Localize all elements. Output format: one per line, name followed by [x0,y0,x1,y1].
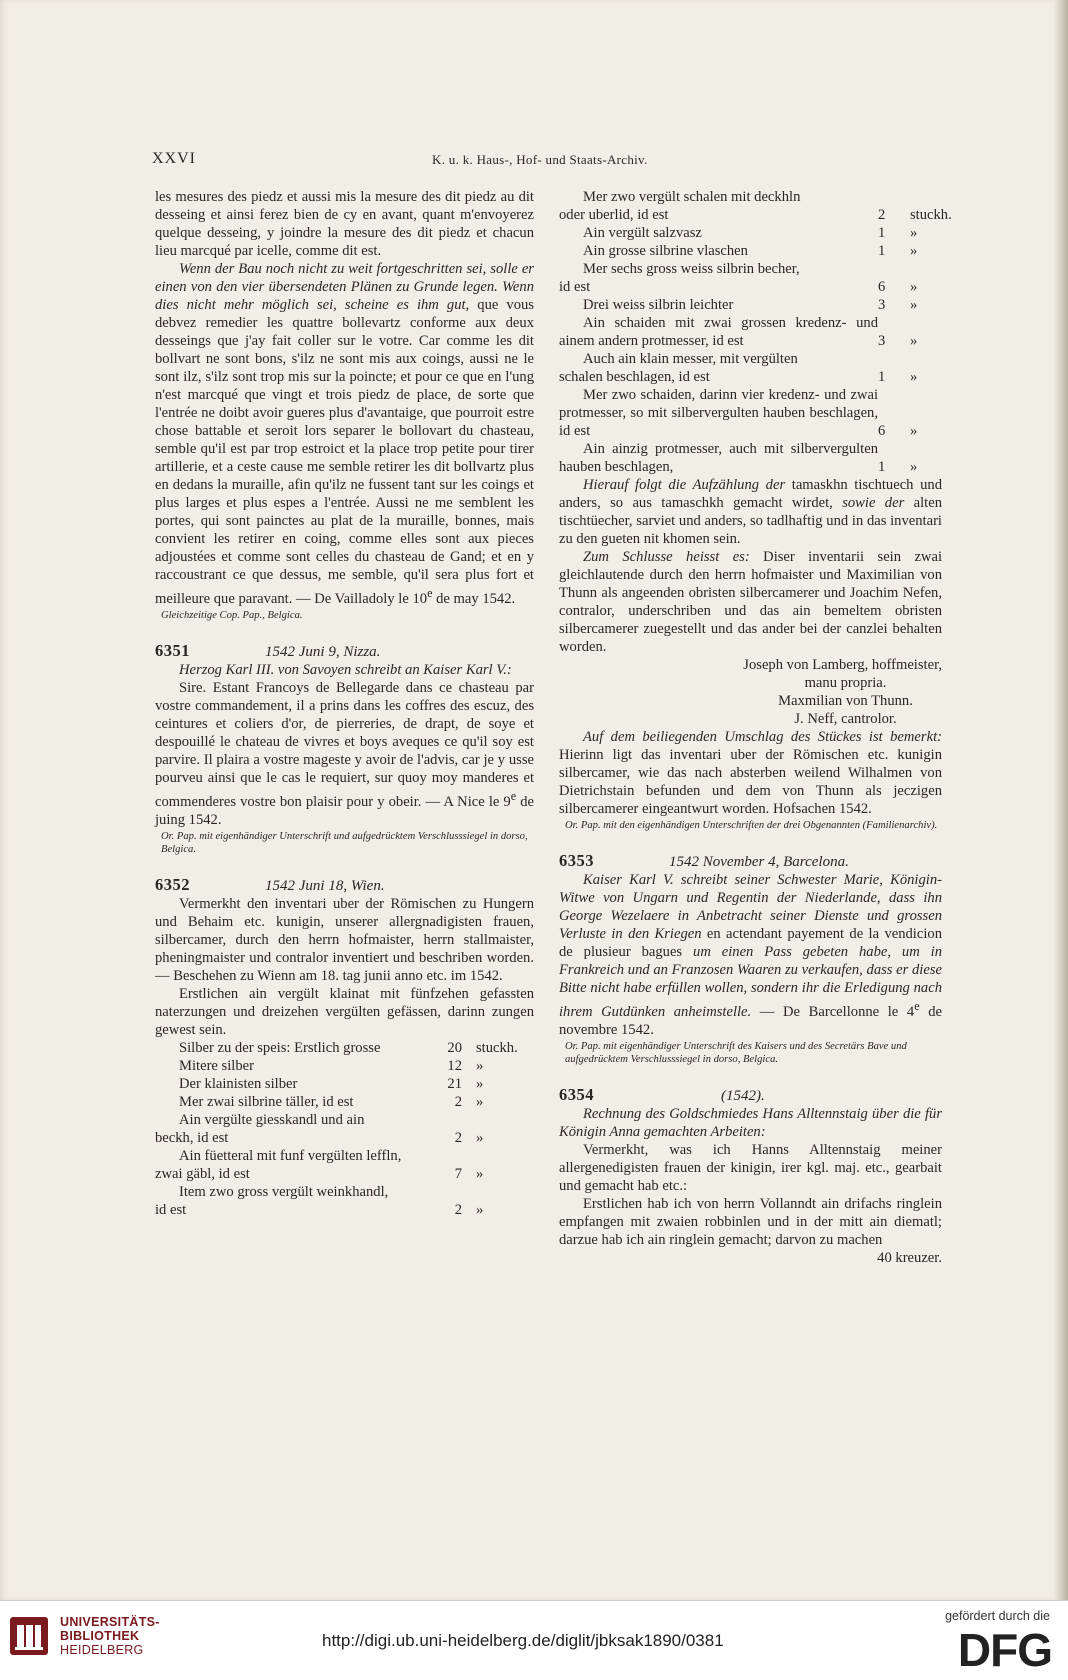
item-text: Ain schaiden mit zwai grossen kredenz- und ainem andern protmesser, id est [559,315,878,349]
entry-number: 6353 [559,851,594,870]
source-note: Or. Pap. mit den eigenhändigen Unterschriften der drei Obgenannten (Familienarchiv). [565,820,938,831]
library-line: UNIVERSITÄTS- [60,1615,160,1629]
right-column [559,188,952,1267]
intro-body: que vous debvez remedier les quattre bollevartz conforme aux deux desseings que j'ay fait coller sur le votre. Car comme les dit bollvart ne sont bons, s'ilz ne sont mis aux coings, aussi ne le sont ilz, s'ilz sont trop mis sur la poincte; et pour ce que en l'ung n'est marcqué que vingt et trois piedz de place, de sorte que l'entrée ne doibt avoir gueres plus d'avantaige, que pourroit estre chose battable et seroit lors separer le bollovart du chasteau, semble qu'il est par trop estroict et la place trop petite pour tirer artillerie, et a ceste cause me semble retirer les dit bollvartz plus en dedans la muraille, afin qu'ilz ne fussent tant sur les coings et plus larges et plus espes a l'entrée. Aussi ne me semblent les portes, qui sont painctes au plat de la muraille, bonnes, mais convient les retirer en coing, comme elles sont aux pieces adjoustées et comme sont celles du chasteau de Gand; et en y raccoustrant ce que dessus, me semble, qu'il sera plus fort et meilleure que paravant. — De Vailladoly le 10 [155,297,534,607]
item-text: oder uberlid, id est [559,207,669,223]
item-lead: Ain füetteral mit funf vergülten leffln, [179,1147,402,1164]
inventory-item [559,440,942,476]
item-text: Silber zu der speis: Erstlich grosse [179,1039,381,1056]
item-qty: 3 [878,297,886,313]
intro-text [155,188,534,260]
item-unit: » [476,1165,484,1182]
university-library-logo[interactable] [8,1615,160,1657]
entry-date: 1542 Juni 18, Wien. [265,877,385,894]
entry-date: (1542). [721,1087,765,1104]
letter-text: Sire. Estant Francoys de Bellegarde dans ce chasteau par vostre commandement, il a prins dans les coffres des escuz, des ceintures et coliers d'or, de pierreries, de drapt, de soye et despouillé le chateau de vivres et boys aveques ce qu'il soy est parvire. Il plaira a vostre mageste y avoir de l'advis, car je y usse pourveu ainsi que le cas le requiert, sur quoy moy manderes et commenderes vostre bon plaisir pour y obeir. — A Nice le 9 [155,679,534,810]
entry-heading-6351 [155,642,534,661]
item-qty: 20 [447,1039,462,1056]
entry-heading-6352 [155,876,534,895]
item-unit: » [910,279,918,295]
inventory-item [155,1093,534,1111]
page-header [152,150,942,172]
price: 40 kreuzer. [877,1249,942,1266]
superscript: e [427,586,433,600]
footer-bar [0,1600,1068,1680]
body-text: Erstlichen hab ich von herrn Vollanndt ain drifachs ringlein empfangen mit zwaien robbinlen und in der mitt ain diematl; darzue hab ich ain ringlein gemacht; darvon zu machen [559,1195,942,1248]
note-italic: Auf dem beiliegenden Umschlag des Stückes ist bemerkt: [583,729,942,745]
inventory-item [155,1075,534,1093]
envelope-note [559,728,942,818]
item-unit: » [910,369,918,385]
item-qty: 12 [447,1057,462,1074]
item-text: Ain ainzig protmesser, auch mit silbervergulten hauben beschlagen, [559,441,878,475]
entry-body [155,679,534,829]
item-qty: 2 [454,1201,462,1218]
note-text: Hierinn ligt das inventari uber der Römischen etc. kunigin silbercamer, wie das nach absterben weilend Wilhalmen von Dietrichstain befunden und dem von Thunn als jeczigen silbercamerer eingeantwurt worden. Hofsachen 1542. [559,747,942,817]
letter-date: de juing 1542. [155,793,534,828]
item-qty: 3 [878,333,886,349]
item-text: Ain grosse silbrine vlaschen [583,243,748,259]
item-text: id est [155,1201,187,1218]
letter-date: de novembre 1542. [559,1003,942,1038]
signature: Maxmilian von Thunn. [778,693,913,709]
running-title: K. u. k. Haus-, Hof- und Staats-Archiv. [432,152,648,167]
note-italic: Zum Schlusse heisst es: [583,549,750,565]
item-lead: Mer zwo vergült schalen mit deckhln [583,189,801,205]
item-qty: 2 [454,1093,462,1110]
item-text: Mer zwai silbrine täller, id est [179,1093,354,1110]
entry-number: 6352 [155,874,190,894]
item-lead: Item zwo gross vergült weinkhandl, [179,1183,389,1200]
entry-summary [559,1105,942,1141]
item-qty: 7 [454,1165,462,1182]
inventory-item [559,296,942,314]
item-unit: » [476,1093,484,1110]
item-unit: » [910,333,918,349]
inventory-item [559,386,942,440]
item-qty: 6 [878,423,886,439]
item-unit: » [476,1201,484,1218]
item-text: Drei weiss silbrin leichter [583,297,734,313]
note-text: tamaskhn tischtuech und anders, so aus tamaschkh gemacht wirdet, [559,477,942,511]
item-text: zwai gäbl, id est [155,1165,250,1182]
item-qty: 1 [878,243,886,259]
left-column [155,188,534,1219]
item-text: id est [559,279,591,295]
funding-label: gefördert durch die [945,1609,1050,1623]
library-name [60,1615,160,1657]
entry-body: Erstlichen ain vergült klainat mit fünfzehen gefassten naterzungen und dreizehen vergülten gefässen, darinn zungen gewest sein. [155,985,534,1038]
inventory-item [155,1039,534,1057]
entry-body: Vermerkht, was ich Hanns Alltennstaig meiner allergenedigisten frauen der kinigin, irer kgl. maj. etc., gearbait und gemacht hab etc.: [559,1141,942,1194]
entry-summary [559,871,942,1039]
letter-text: — De Barcellonne le 4 [751,1003,915,1020]
inventory-item [559,224,942,242]
item-lead: Auch ain klain messer, mit vergülten [583,351,798,367]
item-text: Der klainisten silber [179,1075,298,1092]
inventory-item [155,1201,534,1219]
entry-date: 1542 November 4, Barcelona. [669,854,849,870]
intro-paragraph [155,260,534,608]
letter-text: en actendant payement de la vendicion de plusieur bagues [559,926,942,960]
item-unit: » [910,459,918,475]
entry-body: Vermerkht den inventari uber der Römischen zu Hungern und Behaim etc. kunigin, unserer allergnadigisten frauen, silbercamer, durch den herrn hofmaister, herrn stallmaister, pheningmaister und contralor inventiert und beschriben worden. — Beschehen zu Wienn am 18. tag junii anno etc. im 1542. [155,895,534,984]
item-text: schalen beschlagen, id est [559,369,710,385]
item-qty: 1 [878,459,886,475]
summary-text: Rechnung des Goldschmiedes Hans Alltennstaig über die für Königin Anna gemachten Arbeiten: [559,1105,942,1140]
inventory-item [155,1129,534,1147]
note-italic: Hierauf folgt die Aufzählung der [583,477,786,493]
inventory-item [559,242,942,260]
item-unit: » [476,1075,484,1092]
signature: manu propria. [804,675,887,691]
editor-note [559,476,942,548]
item-lead: Ain vergülte giesskandl und ain [179,1111,365,1128]
source-note: Gleichzeitige Cop. Pap., Belgica. [161,609,303,621]
intro-date: de may 1542. [432,590,516,607]
item-qty: 21 [447,1075,462,1092]
source-note: Or. Pap. mit eigenhändiger Unterschrift des Kaisers und des Secretärs Bave und aufgedrücktem Verschlusssiegel in dorso, Belgica. [565,1040,907,1065]
item-unit: stuckh. [476,1039,518,1056]
item-unit: » [910,297,918,313]
inventory-item [559,278,942,296]
entry-heading-6353 [559,852,942,871]
item-unit: stuckh. [910,207,952,223]
item-qty: 1 [878,369,886,385]
permalink-url[interactable]: http://digi.ub.uni-heidelberg.de/diglit/jbksak1890/0381 [322,1631,724,1650]
summary-text: um einen Pass gebeten habe, um in Frankreich und an Franzosen Waaren zu verkaufen, dass er diese Bitte nicht habe erfüllen wollen, sondern ihr die Erledigung nach ihrem Gutdünken anheimstelle. [559,944,942,1020]
note-text: Diser inventarii sein zwai gleichlautende durch den herrn hofmaister und Maximilian von Thunn als angeenden obristen silbercamerer und Joachim Nefen, contralor, underschriben und das ain bemeltem obristen silbercamerer zuegestellt und das ander bei der canzlei behalten worden. [559,549,942,655]
library-line: HEIDELBERG [60,1643,144,1657]
item-unit: » [476,1129,484,1146]
item-qty: 2 [878,207,886,223]
page-edge-shadow [1054,0,1068,1600]
entry-heading-6354 [559,1086,942,1105]
library-line: BIBLIOTHEK [60,1629,140,1643]
entry-number: 6351 [155,640,190,660]
editor-note: Wenn der Bau noch nicht zu weit fortgeschritten sei, solle er einen von den vier übersendeten Plänen zu Grunde legen. Wenn dies nicht mehr möglich sei, scheine es ihm gut, [155,261,534,313]
inventory-item [155,1057,534,1075]
entry-body [559,1195,942,1266]
intro-line: les mesures des piedz et aussi mis la mesure des dit piedz au dit desseing et ainsi ferez bien de cy en avant, quant m'envoyerez quelque desseing, y joindre la mesure des dit piedz et chacun lieu marcqué par icelle, comme dit est. [155,189,534,259]
signature: Joseph von Lamberg, hoffmeister, [743,657,942,673]
note-italic: sowie der [842,495,905,511]
entry-date: 1542 Juni 9, Nizza. [265,643,381,660]
library-seal-icon [8,1615,50,1657]
item-unit: » [476,1057,484,1074]
item-lead: Mer sechs gross weiss silbrin becher, [583,261,800,277]
item-text: beckh, id est [155,1129,229,1146]
summary-text: Kaiser Karl V. schreibt seiner Schwester Marie, Königin-Witwe von Ungarn und Regentin der Niederlande, dass ihn George Wezelaere in Anbetracht seiner Dienste und grossen Verluste in den Kriegen [559,872,942,942]
summary-text: Herzog Karl III. von Savoyen schreibt an Kaiser Karl V.: [179,661,512,678]
item-text: Ain vergült salzvasz [583,225,702,241]
item-text: Mer zwo schaiden, darinn vier kredenz- und zwai protmesser, so mit silbervergulten hauben beschlagen, id est [559,387,878,439]
item-unit: » [910,243,918,259]
dfg-logo[interactable]: DFG [957,1624,1052,1676]
item-qty: 6 [878,279,886,295]
entry-summary [155,661,534,679]
inventory-item [155,1165,534,1183]
item-qty: 2 [454,1129,462,1146]
item-unit: » [910,423,918,439]
signature: J. Neff, cantrolor. [794,711,897,727]
item-qty: 1 [878,225,886,241]
entry-number: 6354 [559,1084,594,1104]
superscript: e [914,999,920,1013]
inventory-item [559,314,942,350]
closing-note [559,548,942,656]
inventory-item [559,368,942,386]
inventory-item [559,206,952,224]
item-unit: » [910,225,918,241]
source-note: Or. Pap. mit eigenhändiger Unterschrift und aufgedrücktem Verschlusssiegel in dorso, Belgica. [161,830,528,855]
note-text: alten tischtüecher, sarviet und anders, so tadlhaftig und in das inventari zu den gueten nit khomen sein. [559,495,942,547]
item-text: Mitere silber [179,1057,254,1074]
page-number: XXVI [152,150,196,167]
superscript: e [510,788,517,803]
